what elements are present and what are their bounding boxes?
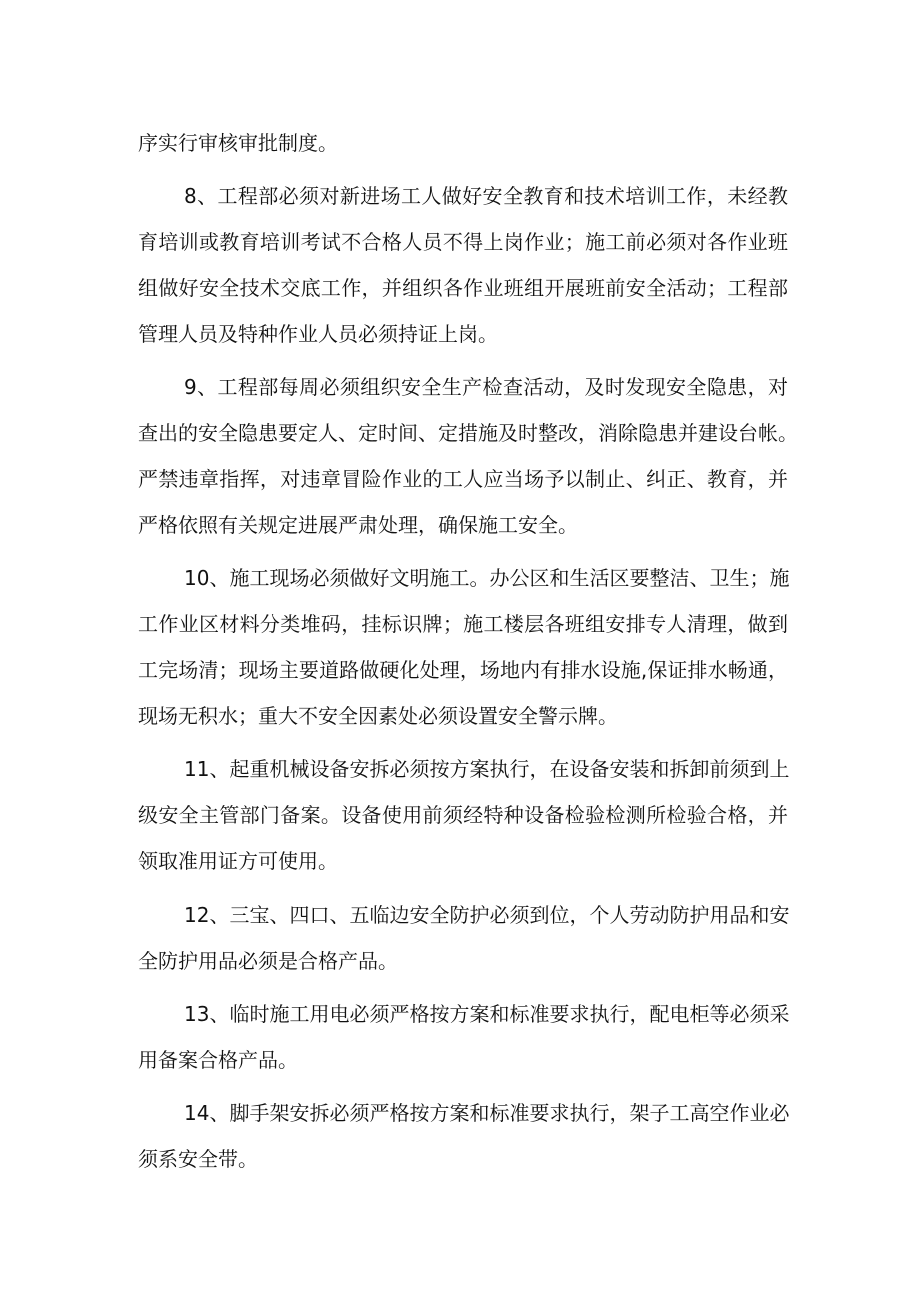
text-line: 现场无积水；重大不安全因素处必须设置安全警示牌。 <box>138 704 618 728</box>
text-line: 8、工程部必须对新进场工人做好安全教育和技术培训工作，未经教 <box>184 184 788 208</box>
text-line: 查出的安全隐患要定人、定时间、定措施及时整改，消除隐患并建设台帐。 <box>138 421 798 445</box>
text-line: 级安全主管部门备案。设备使用前须经特种设备检验检测所检验合格，并 <box>138 803 788 827</box>
text-line: 12、三宝、四口、五临边安全防护必须到位，个人劳动防护用品和安 <box>184 903 790 927</box>
text-line: 严禁违章指挥，对违章冒险作业的工人应当场予以制止、纠正、教育，并 <box>138 467 788 491</box>
text-line: 组做好安全技术交底工作，并组织各作业班组开展班前安全活动；工程部 <box>138 276 788 300</box>
text-line: 13、临时施工用电必须严格按方案和标准要求执行，配电柜等必须采 <box>184 1002 790 1026</box>
text-line: 9、工程部每周必须组织安全生产检查活动，及时发现安全隐患，对 <box>184 375 788 399</box>
text-line: 全防护用品必须是合格产品。 <box>138 949 398 973</box>
text-line: 工作业区材料分类堆码，挂标识牌；施工楼层各班组安排专人清理，做到 <box>138 612 788 636</box>
text-line: 11、起重机械设备安拆必须按方案执行，在设备安装和拆卸前须到上 <box>184 757 790 781</box>
text-line: 管理人员及特种作业人员必须持证上岗。 <box>138 322 498 346</box>
text-line: 领取准用证方可使用。 <box>138 849 338 873</box>
text-line: 须系安全带。 <box>138 1147 258 1171</box>
text-line: 序实行审核审批制度。 <box>138 131 338 155</box>
text-line: 用备案合格产品。 <box>138 1048 298 1072</box>
text-line: 育培训或教育培训考试不合格人员不得上岗作业；施工前必须对各作业班 <box>138 230 788 254</box>
text-line: 10、施工现场必须做好文明施工。办公区和生活区要整洁、卫生；施 <box>184 566 790 590</box>
text-line: 工完场清；现场主要道路做硬化处理，场地内有排水设施,保证排水畅通， <box>138 658 788 682</box>
text-line: 14、脚手架安拆必须严格按方案和标准要求执行，架子工高空作业必 <box>184 1101 790 1125</box>
text-line: 严格依照有关规定进展严肃处理，确保施工安全。 <box>138 513 578 537</box>
